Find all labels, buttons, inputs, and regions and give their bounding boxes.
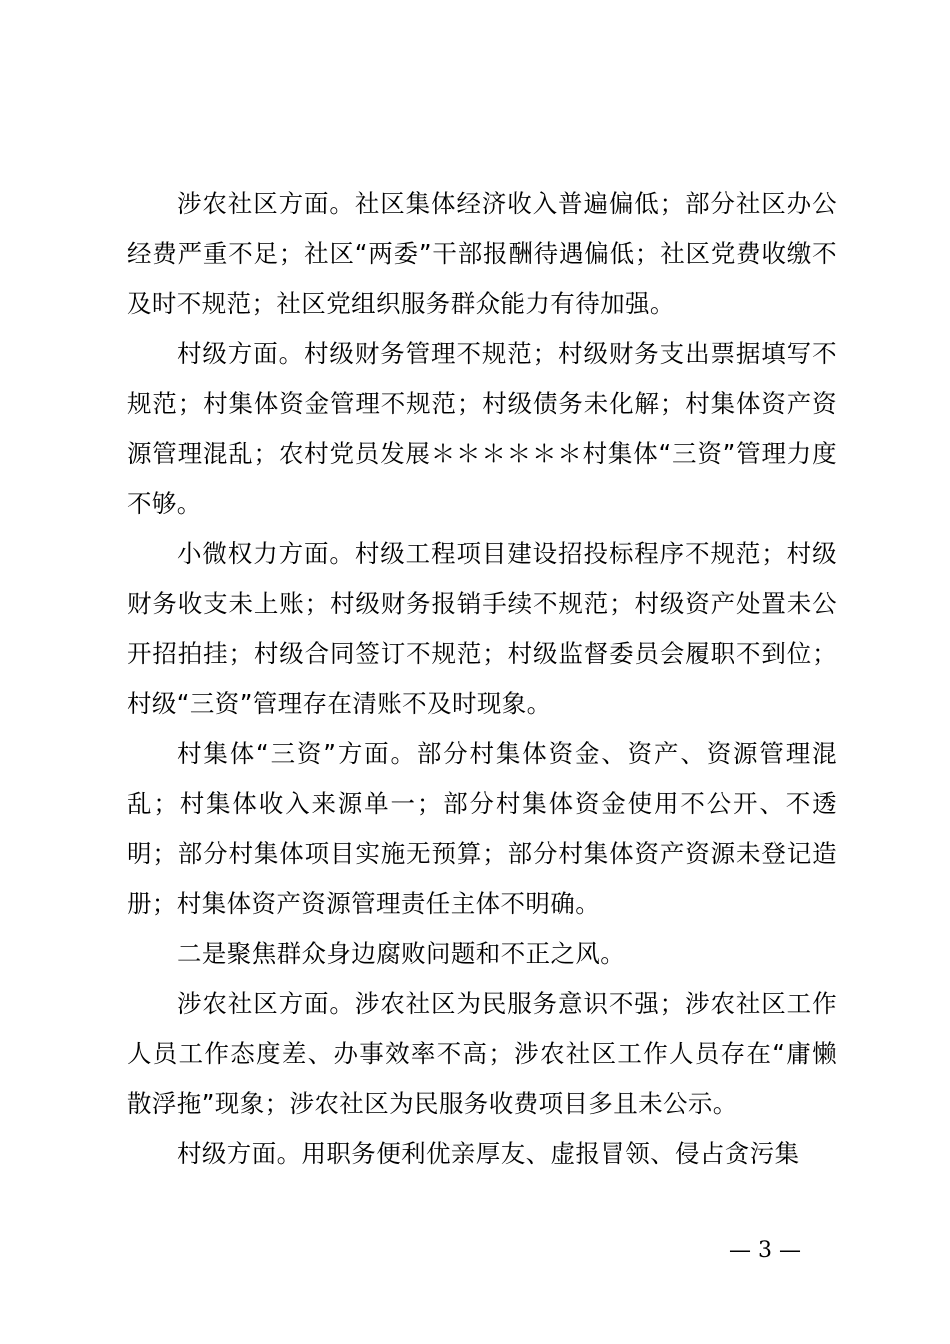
document-body: [127, 179, 837, 1179]
paragraph-community: 涉农社区方面。社区集体经济收入普遍偏低；部分社区办公经费严重不足；社区“两委”干部报酬待遇偏低；社区党费收缴不及时不规范；社区党组织服务群众能力有待加强。: [127, 189, 837, 318]
paragraph-village-level: 村级方面。村级财务管理不规范；村级财务支出票据填写不规范；村集体资金管理不规范；村级债务未化解；村集体资产资源管理混乱；农村党员发展＊＊＊＊＊＊村集体“三资”管理力度不够。: [127, 339, 837, 518]
paragraph-three-assets: 村集体“三资”方面。部分村集体资金、资产、资源管理混乱；村集体收入来源单一；部分村集体资金使用不公开、不透明；部分村集体项目实施无预算；部分村集体资产资源未登记造册；村集体资产资源管理责任主体不明确。: [127, 739, 837, 918]
paragraph-village-corruption: 村级方面。用职务便利优亲厚友、虚报冒领、侵占贪污集: [177, 1139, 800, 1168]
page-number: — 3 —: [729, 1238, 801, 1263]
paragraph-micro-power: 小微权力方面。村级工程项目建设招投标程序不规范；村级财务收支未上账；村级财务报销手续不规范；村级资产处置未公开招拍挂；村级合同签订不规范；村级监督委员会履职不到位；村级“三资”管理存在清账不及时现象。: [127, 539, 837, 718]
paragraph-community-service: 涉农社区方面。涉农社区为民服务意识不强；涉农社区工作人员工作态度差、办事效率不高；涉农社区工作人员存在“庸懒散浮拖”现象；涉农社区为民服务收费项目多且未公示。: [127, 989, 837, 1118]
paragraph-section-heading: 二是聚焦群众身边腐败问题和不正之风。: [177, 939, 626, 968]
